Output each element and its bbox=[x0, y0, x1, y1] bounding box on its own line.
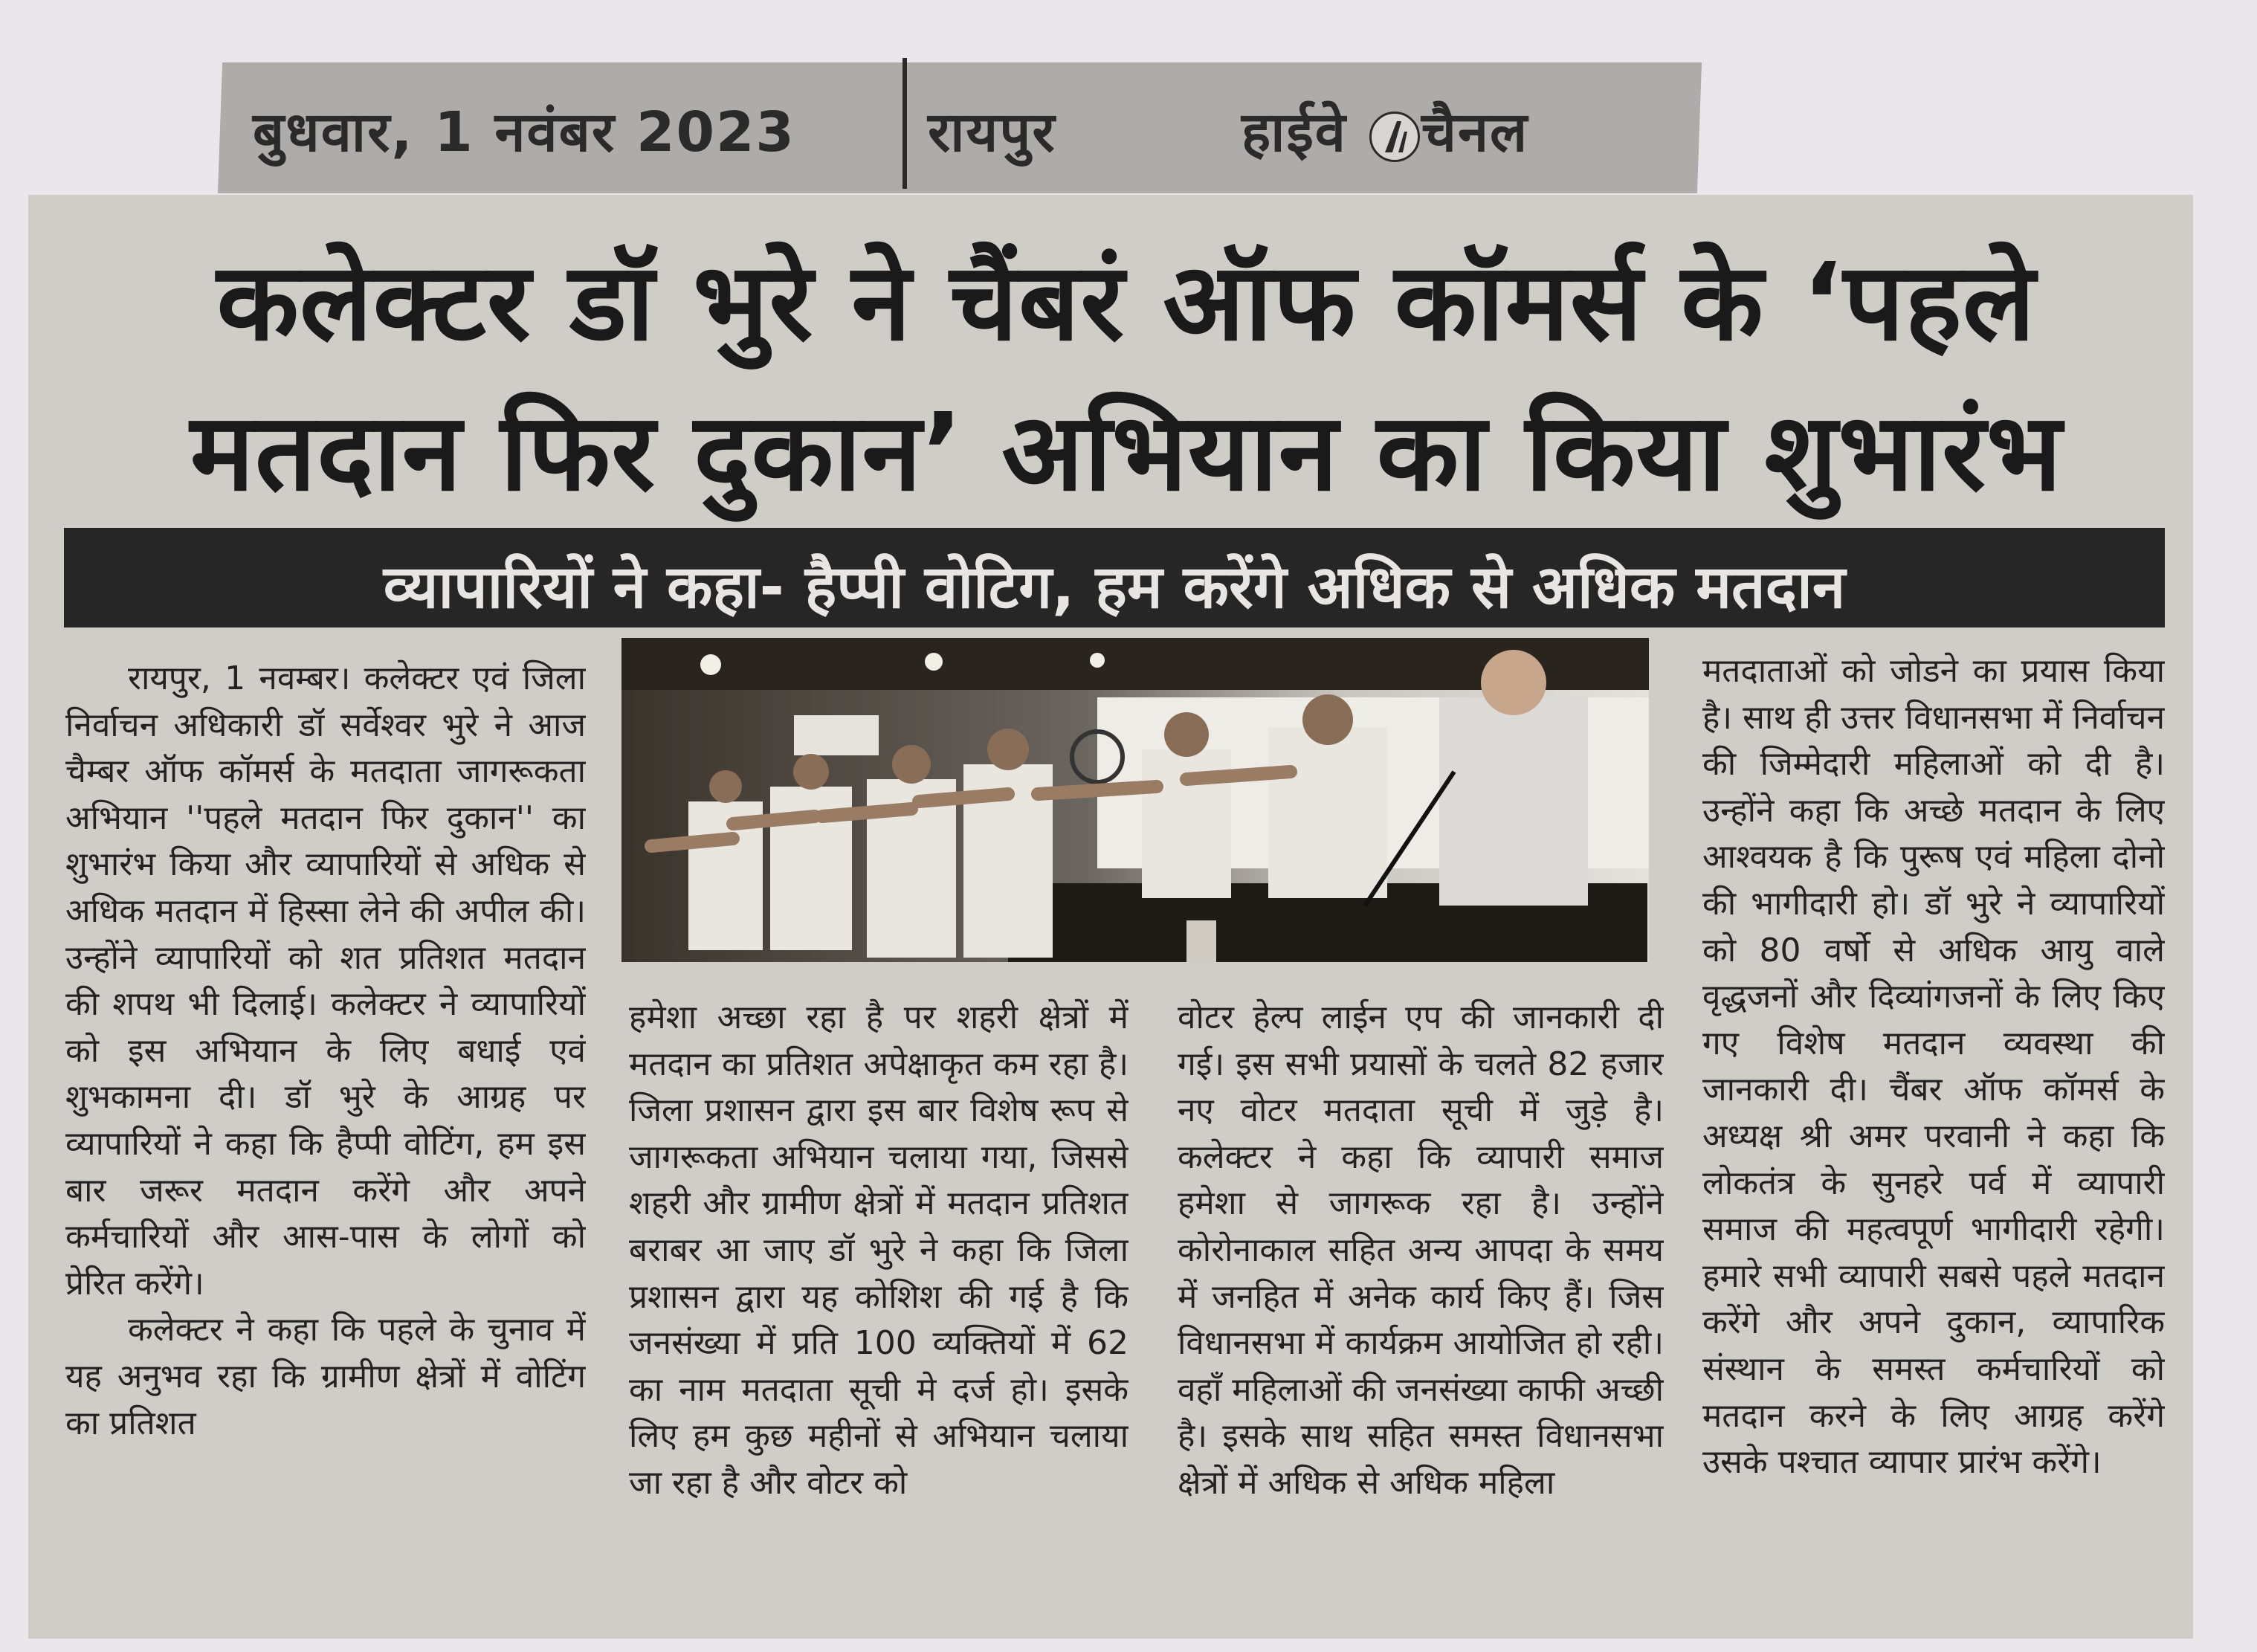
article-column-4 bbox=[1702, 648, 2165, 1601]
article-paragraph: कलेक्टर ने कहा कि पहले के चुनाव में यह अनुभव रहा कि ग्रामीण क्षेत्रों में वोटिंग का प्रतिशत bbox=[65, 1311, 586, 1442]
masthead-brand-right: चैनल bbox=[1421, 100, 1529, 164]
article-paragraph: हमेशा अच्छा रहा है पर शहरी क्षेत्रों में मतदान का प्रतिशत अपेक्षाकृत कम रहा है। जिला प्रशासन द्वारा इस बार विशेष रूप से जागरूकता अभियान चलाया गया, जिससे शहरी और ग्रामीण क्षेत्रों में मतदान प्रतिशत बराबर आ जाए डॉ भुरे ने कहा कि जिला प्रशासन द्वारा यह कोशिश की गई है कि जनसंख्या में प्रति 100 व्यक्तियों में 62 का नाम मतदाता सूची मे दर्ज हो। इसके लिए हम कुछ महीनों से अभियान चलाया जा रहा है और वोटर को bbox=[629, 998, 1128, 1502]
masthead-city: रायपुर bbox=[928, 100, 1056, 164]
headline-line-1: कलेक्टर डॉ भुरे ने चैंबरं ऑफ कॉमर्स के ‘पहले bbox=[216, 239, 2036, 364]
article-column-2 bbox=[629, 995, 1128, 1639]
masthead-brand-left: हाईवे bbox=[1241, 100, 1347, 164]
article-paragraph: रायपुर, 1 नवम्बर। कलेक्टर एवं जिला निर्वाचन अधिकारी डॉ सर्वेश्वर भुरे ने आज चैम्बर ऑफ कॉमर्स के मतदाता जागरूकता अभियान ''पहले मतदान फिर दुकान'' का शुभारंभ किया और व्यापारियों से अधिक से अधिक मतदान में हिस्सा लेने की अपील की। उन्होंने व्यापारियों को शत प्रतिशत मतदान की शपथ भी दिलाई। कलेक्टर ने व्यापारियों को इस अभियान के लिए बधाई एवं शुभकामना दी। डॉ भुरे के आग्रह पर व्यापारियों ने कहा कि हैप्पी वोटिंग, हम इस बार जरूर मतदान करेंगे और अपने कर्मचारियों और आस-पास के लोगों को प्रेरित करेंगे। bbox=[65, 659, 586, 1303]
news-photo bbox=[621, 638, 1649, 962]
article-paragraph: मतदाताओं को जोडने का प्रयास किया है। साथ ही उत्तर विधानसभा में निर्वाचन की जिम्मेदारी महिलाओं को दी है। उन्होंने कहा कि अच्छे मतदान के लिए आश्वयक है कि पुरूष एवं महिला दोनो की भागीदारी हो। डॉ भुरे ने व्यापारियों को 80 वर्षो से अधिक आयु वाले वृद्धजनों और दिव्यांगजनों के लिए किए गए विशेष मतदान व्यवस्था की जानकारी दी। चैंबर ऑफ कॉमर्स के अध्यक्ष श्री अमर परवानी ने कहा कि लोकतंत्र के सुनहरे पर्व में व्यापारी समाज की महत्वपूर्ण भागीदारी रहेगी। हमारे सभी व्यापारी सबसे पहले मतदान करेंगे और अपने दुकान, व्यापारिक संस्थान के समस्त कर्मचारियों को मतदान करने के लिए आग्रह करेंगे उसके पश्चात व्यापार प्रारंभ करेंगे। bbox=[1702, 652, 2165, 1482]
subheadline-band bbox=[64, 528, 2165, 627]
subheadline: व्यापारियों ने कहा- हैप्पी वोटिग, हम करेंगे अधिक से अधिक मतदान bbox=[383, 552, 1846, 622]
photo-people-taking-pledge bbox=[621, 638, 1649, 962]
article-column-3 bbox=[1178, 995, 1664, 1639]
highway-logo-icon-svg bbox=[1372, 114, 1418, 160]
masthead-date: बुधवार, 1 नवंबर 2023 bbox=[253, 100, 795, 164]
article-paragraph: वोटर हेल्प लाईन एप की जानकारी दी गई। इस सभी प्रयासों के चलते 82 हजार नए वोटर मतदाता सूची में जुड़े है। कलेक्टर ने कहा कि व्यापारी समाज हमेशा से जागरूक रहा है। उन्होंने कोरोनाकाल सहित अन्य आपदा के समय में जनहित में अनेक कार्य किए हैं। जिस विधानसभा में कार्यक्रम आयोजित हो रही। वहाँ महिलाओं की जनसंख्या काफी अच्छी है। इसके साथ सहित समस्त विधानसभा क्षेत्रों में अधिक से अधिक महिला bbox=[1178, 998, 1664, 1502]
article-column-1 bbox=[65, 656, 586, 1639]
masthead-divider bbox=[903, 58, 907, 189]
headline-line-2: मतदान फिर दुकान’ अभियान का किया शुभारंभ bbox=[190, 390, 2063, 514]
highway-logo-icon bbox=[1369, 112, 1420, 162]
